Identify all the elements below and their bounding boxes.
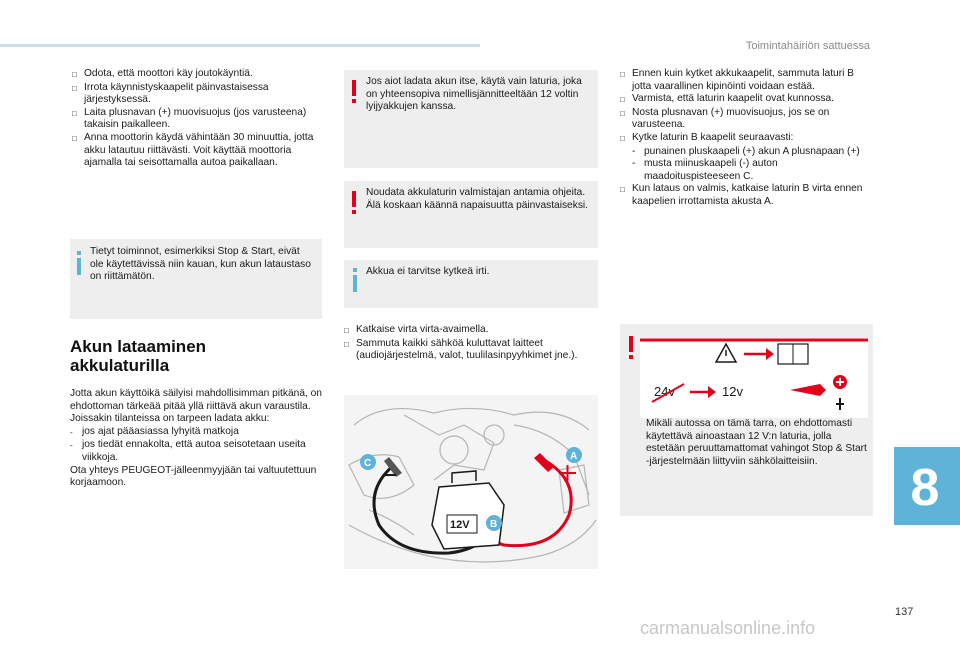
- checkbox-bullet-icon: □: [620, 108, 625, 118]
- checkbox-bullet-icon: □: [620, 70, 625, 79]
- info-icon: [74, 251, 84, 275]
- watermark: carmanualsonline.info: [640, 618, 816, 638]
- list-item: □ Kun lataus on valmis, katkaise laturin B virta ennen kaapelien irrottamista akusta A.: [620, 183, 863, 207]
- chapter-number: 8: [910, 459, 940, 517]
- checkbox-bullet-icon: □: [72, 133, 77, 143]
- info-note-text: Tietyt toiminnot, esimerkiksi Stop & Start, eivät ole käytettävissä niin kauan, kun akun lataustaso on riittämätön.: [90, 246, 311, 283]
- charging-intro: Jotta akun käyttöikä säilyisi mahdollisimman pitkänä, on ehdottoman tärkeää pitää yllä riittävä akun varaustila. Joissakin tilanteissa on tarpeen ladata akku: - jos ajat pääasiassa lyhyitä matkoja - jos tiedät ennakolta, että autoa seisotetaan useita viikkoja. Ota yhteys PEUGEOT-jälleenmyyjään tai valtuutettuun korjaamoon.: [70, 388, 322, 489]
- checkbox-bullet-icon: □: [344, 326, 349, 335]
- info-note-text: Akkua ei tarvitse kytkeä irti.: [366, 266, 490, 277]
- label-12v: 12v: [722, 384, 743, 399]
- warning-note-polarity: [344, 181, 598, 248]
- engine-bay-charging-diagram: [344, 395, 598, 569]
- label-a: A: [570, 451, 578, 462]
- charger-voltage-label: 12V: [450, 519, 470, 531]
- list-item: □ Katkaise virta virta-avaimella.: [344, 324, 598, 338]
- warning-icon: [350, 80, 358, 104]
- list-item: □ Odota, että moottori käy joutokäyntiä.: [72, 68, 318, 82]
- checkbox-bullet-icon: □: [344, 339, 349, 349]
- list-item: □ Sammuta kaikki sähköä kuluttavat laitteet (audiojärjestelmä, valot, tuulilasinpyyhkimet jne.).: [344, 337, 578, 362]
- checkbox-bullet-icon: □: [620, 95, 625, 105]
- label-b: B: [490, 519, 498, 530]
- label-24v: 24v: [654, 384, 675, 399]
- list-item: □ Ennen kuin kytket akkukaapelit, sammuta laturi B jotta vaarallinen kipinöinti voidaan estää.: [620, 68, 854, 92]
- charger-clamp-icon: [790, 384, 826, 396]
- section-title: Toimintahäiriön sattuessa: [745, 40, 870, 52]
- info-note-battery-level: [70, 239, 322, 319]
- section-heading: Akun lataaminen akkulaturilla: [70, 337, 207, 375]
- warning-icon: [627, 336, 635, 360]
- warning-text: Noudata akkulaturin valmistajan antamia ohjeita. Älä koskaan käännä napaisuutta päinvastaiseksi.: [366, 187, 589, 211]
- warning-text: Mikäli autossa on tämä tarra, on ehdottomasti käytettävä ainoastaan 12 V:n laturia, jolla estetään peruuttamattomat vahingot Stop & Start -järjestelmään liittyviin sähkölaitteisiin.: [646, 418, 867, 467]
- list-item: □ Kytke laturin B kaapelit seuraavasti:: [620, 132, 876, 146]
- warning-sticker: [640, 338, 868, 418]
- list-item: □ Nosta plusnavan (+) muovisuojus, jos se on varusteena.: [620, 106, 830, 131]
- list-item: □ Irrota käynnistyskaapelit päinvastaisessa järjestyksessä.: [72, 81, 269, 106]
- list-item: □ Anna moottorin käydä vähintään 30 minuuttia, jotta akku latautuu riittävästi. Voit käyttää moottoria ajamalla tai seisottamalla autoa paikallaan.: [72, 131, 314, 169]
- checkbox-bullet-icon: □: [72, 108, 77, 118]
- warning-note-24v-label: [620, 324, 873, 516]
- checkbox-bullet-icon: □: [620, 133, 625, 143]
- warning-icon: [350, 191, 358, 215]
- info-note-disconnect: [344, 260, 598, 308]
- col3-steps: [620, 68, 876, 209]
- label-c: C: [364, 458, 372, 469]
- list-subitem: - musta miinuskaapeli (-) auton maadoituspisteeseen C.: [632, 158, 778, 182]
- warning-note-charger-type: [344, 70, 598, 168]
- warning-text: Jos aiot ladata akun itse, käytä vain laturia, joka on yhteensopiva nimellisjännitteeltään 12 voltin lyijyakkujen kanssa.: [366, 76, 582, 113]
- list-item: □ Varmista, että laturin kaapelit ovat kunnossa.: [620, 93, 876, 107]
- list-subitem: - punainen pluskaapeli (+) akun A plusnapaan (+): [632, 145, 860, 157]
- header-rule: [0, 44, 480, 47]
- checkbox-bullet-icon: □: [72, 83, 77, 93]
- info-icon: [350, 268, 360, 292]
- col1-steps: [72, 68, 318, 170]
- list-item: □ Laita plusnavan (+) muovisuojus (jos varusteena) takaisin paikalleen.: [72, 106, 307, 131]
- col2-steps: [344, 324, 598, 363]
- checkbox-bullet-icon: □: [620, 185, 625, 195]
- page-number: 137: [895, 606, 914, 618]
- checkbox-bullet-icon: □: [72, 70, 77, 79]
